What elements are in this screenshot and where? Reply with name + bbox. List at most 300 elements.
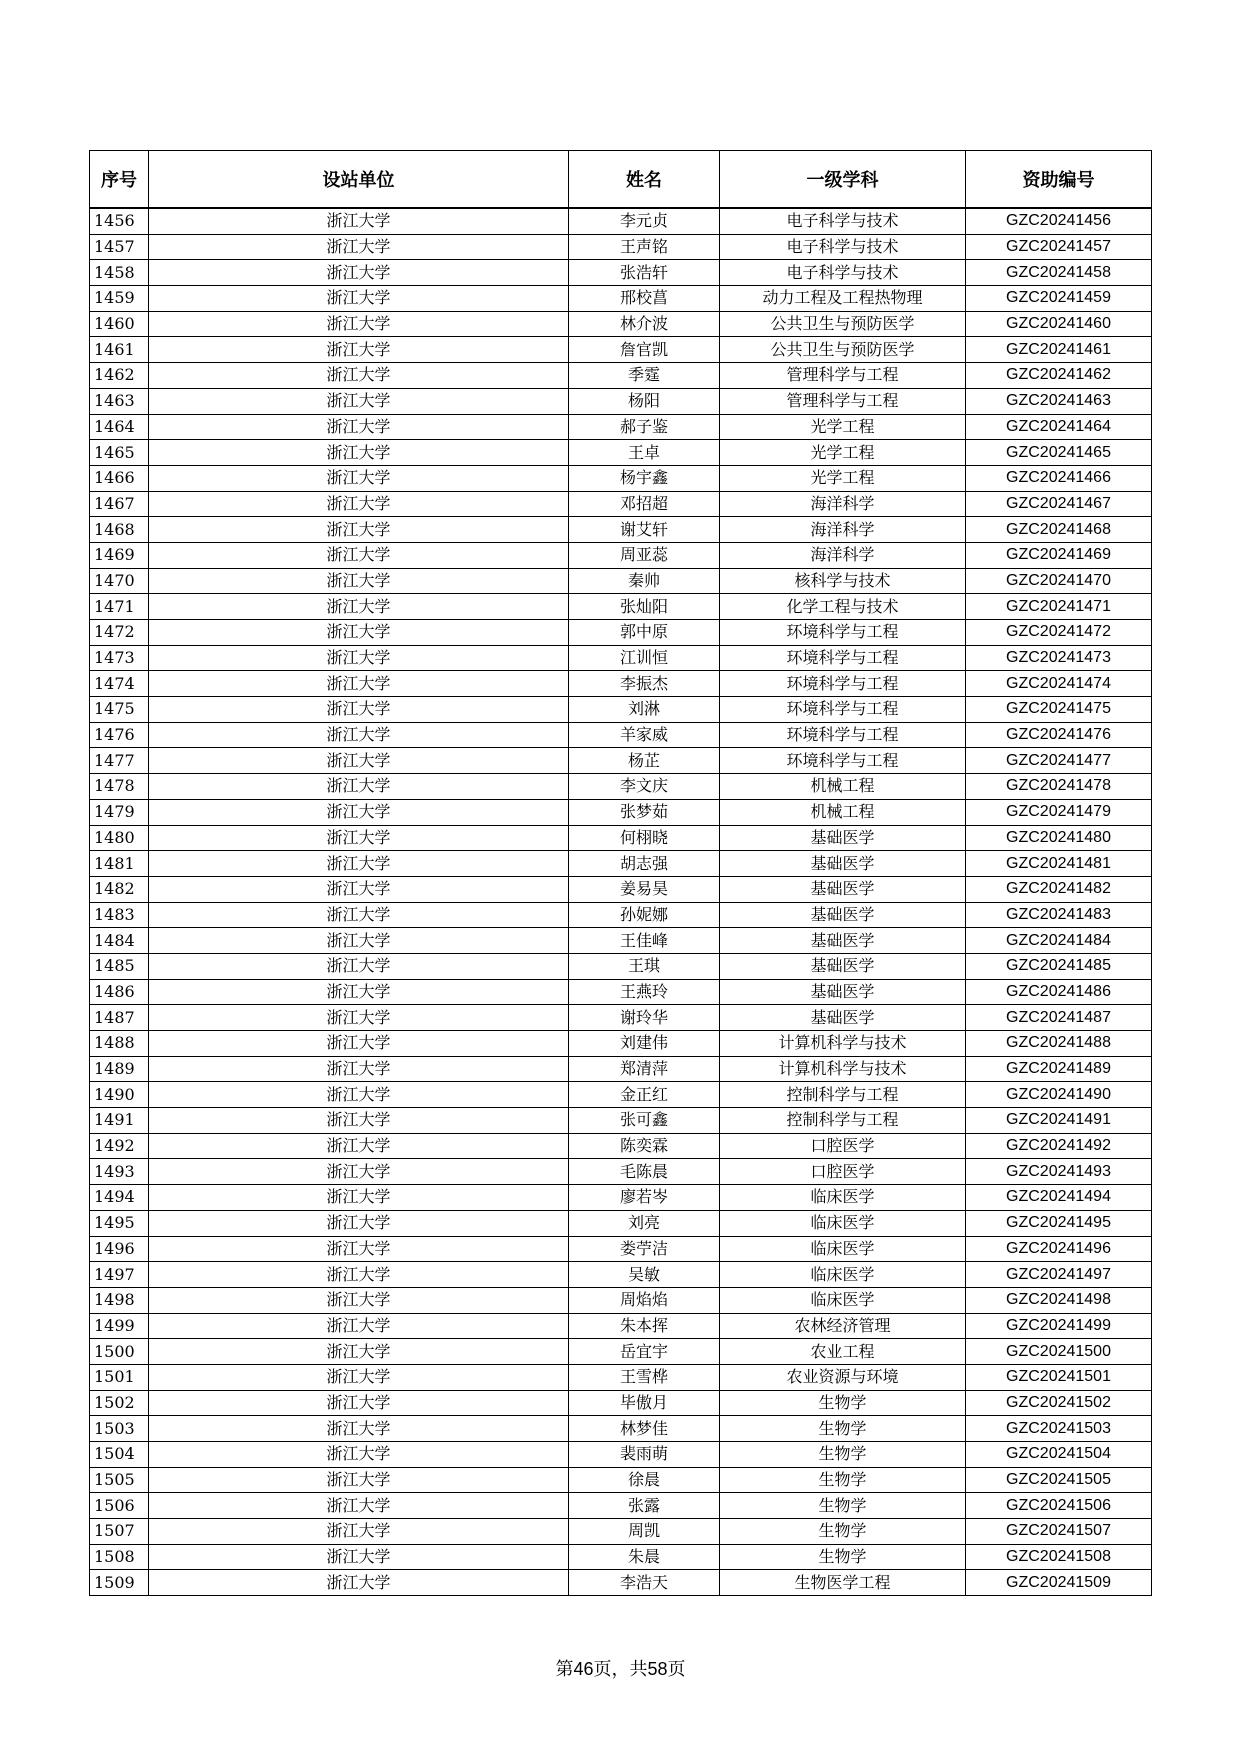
cell-discipline: 环境科学与工程 xyxy=(720,671,966,697)
footer-page-number: 46 xyxy=(573,1659,594,1679)
cell-institution: 浙江大学 xyxy=(149,286,569,312)
cell-name: 金正红 xyxy=(569,1082,720,1108)
cell-seq: 1473 xyxy=(90,645,149,671)
table-header-row xyxy=(90,151,1152,209)
cell-seq: 1501 xyxy=(90,1364,149,1390)
cell-discipline: 生物学 xyxy=(720,1416,966,1442)
table-row xyxy=(90,1313,1152,1339)
cell-grant-code: GZC20241498 xyxy=(966,1287,1152,1313)
cell-grant-code: GZC20241473 xyxy=(966,645,1152,671)
cell-discipline: 计算机科学与技术 xyxy=(720,1031,966,1057)
cell-seq: 1506 xyxy=(90,1493,149,1519)
cell-name: 刘亮 xyxy=(569,1210,720,1236)
cell-name: 朱晨 xyxy=(569,1544,720,1570)
cell-grant-code: GZC20241503 xyxy=(966,1416,1152,1442)
table-body xyxy=(90,208,1152,1596)
cell-discipline: 农业工程 xyxy=(720,1339,966,1365)
cell-institution: 浙江大学 xyxy=(149,1185,569,1211)
cell-discipline: 临床医学 xyxy=(720,1287,966,1313)
cell-discipline: 临床医学 xyxy=(720,1262,966,1288)
cell-name: 杨芷 xyxy=(569,748,720,774)
cell-grant-code: GZC20241501 xyxy=(966,1364,1152,1390)
cell-institution: 浙江大学 xyxy=(149,774,569,800)
table-row xyxy=(90,1339,1152,1365)
cell-name: 林介波 xyxy=(569,311,720,337)
cell-name: 林梦佳 xyxy=(569,1416,720,1442)
cell-discipline: 光学工程 xyxy=(720,465,966,491)
cell-discipline: 生物学 xyxy=(720,1519,966,1545)
cell-name: 朱本挥 xyxy=(569,1313,720,1339)
table-row xyxy=(90,1519,1152,1545)
cell-seq: 1476 xyxy=(90,722,149,748)
cell-discipline: 生物学 xyxy=(720,1390,966,1416)
table-row xyxy=(90,620,1152,646)
table-row xyxy=(90,1082,1152,1108)
cell-seq: 1459 xyxy=(90,286,149,312)
table-row xyxy=(90,414,1152,440)
cell-grant-code: GZC20241475 xyxy=(966,697,1152,723)
cell-grant-code: GZC20241502 xyxy=(966,1390,1152,1416)
cell-grant-code: GZC20241458 xyxy=(966,260,1152,286)
cell-grant-code: GZC20241508 xyxy=(966,1544,1152,1570)
table-row xyxy=(90,388,1152,414)
table-row xyxy=(90,979,1152,1005)
cell-name: 王卓 xyxy=(569,440,720,466)
cell-institution: 浙江大学 xyxy=(149,440,569,466)
cell-seq: 1477 xyxy=(90,748,149,774)
cell-grant-code: GZC20241487 xyxy=(966,1005,1152,1031)
header-grant-code: 资助编号 xyxy=(966,151,1152,209)
cell-name: 毛陈晨 xyxy=(569,1159,720,1185)
cell-discipline: 机械工程 xyxy=(720,799,966,825)
cell-discipline: 基础医学 xyxy=(720,851,966,877)
cell-grant-code: GZC20241494 xyxy=(966,1185,1152,1211)
cell-seq: 1462 xyxy=(90,363,149,389)
table-row xyxy=(90,1287,1152,1313)
cell-name: 胡志强 xyxy=(569,851,720,877)
cell-name: 郭中原 xyxy=(569,620,720,646)
cell-seq: 1460 xyxy=(90,311,149,337)
cell-institution: 浙江大学 xyxy=(149,1005,569,1031)
cell-name: 秦帅 xyxy=(569,568,720,594)
cell-institution: 浙江大学 xyxy=(149,1159,569,1185)
cell-institution: 浙江大学 xyxy=(149,414,569,440)
cell-institution: 浙江大学 xyxy=(149,722,569,748)
cell-name: 李元贞 xyxy=(569,208,720,234)
cell-grant-code: GZC20241490 xyxy=(966,1082,1152,1108)
cell-name: 姜易昊 xyxy=(569,876,720,902)
cell-seq: 1502 xyxy=(90,1390,149,1416)
cell-seq: 1508 xyxy=(90,1544,149,1570)
cell-seq: 1497 xyxy=(90,1262,149,1288)
cell-institution: 浙江大学 xyxy=(149,568,569,594)
cell-seq: 1504 xyxy=(90,1442,149,1468)
cell-name: 吴敏 xyxy=(569,1262,720,1288)
cell-institution: 浙江大学 xyxy=(149,851,569,877)
cell-seq: 1475 xyxy=(90,697,149,723)
cell-institution: 浙江大学 xyxy=(149,1313,569,1339)
cell-discipline: 光学工程 xyxy=(720,414,966,440)
cell-discipline: 计算机科学与技术 xyxy=(720,1056,966,1082)
cell-institution: 浙江大学 xyxy=(149,337,569,363)
cell-grant-code: GZC20241493 xyxy=(966,1159,1152,1185)
table-row xyxy=(90,234,1152,260)
cell-seq: 1458 xyxy=(90,260,149,286)
table-row xyxy=(90,671,1152,697)
cell-seq: 1487 xyxy=(90,1005,149,1031)
cell-institution: 浙江大学 xyxy=(149,260,569,286)
cell-discipline: 生物学 xyxy=(720,1493,966,1519)
cell-grant-code: GZC20241488 xyxy=(966,1031,1152,1057)
cell-seq: 1466 xyxy=(90,465,149,491)
cell-institution: 浙江大学 xyxy=(149,876,569,902)
cell-name: 羊家威 xyxy=(569,722,720,748)
cell-discipline: 环境科学与工程 xyxy=(720,645,966,671)
table-row xyxy=(90,1056,1152,1082)
cell-institution: 浙江大学 xyxy=(149,645,569,671)
cell-discipline: 化学工程与技术 xyxy=(720,594,966,620)
cell-grant-code: GZC20241489 xyxy=(966,1056,1152,1082)
cell-discipline: 口腔医学 xyxy=(720,1133,966,1159)
cell-institution: 浙江大学 xyxy=(149,1108,569,1134)
cell-grant-code: GZC20241483 xyxy=(966,902,1152,928)
cell-grant-code: GZC20241471 xyxy=(966,594,1152,620)
header-discipline: 一级学科 xyxy=(720,151,966,209)
cell-grant-code: GZC20241492 xyxy=(966,1133,1152,1159)
table-row xyxy=(90,1133,1152,1159)
cell-name: 李振杰 xyxy=(569,671,720,697)
cell-grant-code: GZC20241472 xyxy=(966,620,1152,646)
table-row xyxy=(90,363,1152,389)
table-row xyxy=(90,1570,1152,1596)
cell-discipline: 环境科学与工程 xyxy=(720,620,966,646)
cell-discipline: 管理科学与工程 xyxy=(720,363,966,389)
footer-total-pages: 58 xyxy=(647,1659,668,1679)
cell-discipline: 电子科学与技术 xyxy=(720,208,966,234)
cell-name: 裴雨萌 xyxy=(569,1442,720,1468)
cell-grant-code: GZC20241496 xyxy=(966,1236,1152,1262)
cell-grant-code: GZC20241463 xyxy=(966,388,1152,414)
cell-seq: 1470 xyxy=(90,568,149,594)
cell-institution: 浙江大学 xyxy=(149,234,569,260)
cell-grant-code: GZC20241467 xyxy=(966,491,1152,517)
postdoc-funding-table xyxy=(89,150,1152,1596)
cell-grant-code: GZC20241491 xyxy=(966,1108,1152,1134)
cell-name: 周凯 xyxy=(569,1519,720,1545)
cell-institution: 浙江大学 xyxy=(149,1416,569,1442)
cell-seq: 1484 xyxy=(90,928,149,954)
cell-institution: 浙江大学 xyxy=(149,594,569,620)
cell-discipline: 核科学与技术 xyxy=(720,568,966,594)
cell-seq: 1491 xyxy=(90,1108,149,1134)
cell-institution: 浙江大学 xyxy=(149,1339,569,1365)
cell-grant-code: GZC20241480 xyxy=(966,825,1152,851)
cell-seq: 1495 xyxy=(90,1210,149,1236)
cell-discipline: 环境科学与工程 xyxy=(720,722,966,748)
cell-discipline: 公共卫生与预防医学 xyxy=(720,311,966,337)
cell-grant-code: GZC20241484 xyxy=(966,928,1152,954)
cell-institution: 浙江大学 xyxy=(149,748,569,774)
cell-institution: 浙江大学 xyxy=(149,1570,569,1596)
cell-institution: 浙江大学 xyxy=(149,1210,569,1236)
cell-grant-code: GZC20241464 xyxy=(966,414,1152,440)
cell-grant-code: GZC20241460 xyxy=(966,311,1152,337)
cell-seq: 1488 xyxy=(90,1031,149,1057)
table-row xyxy=(90,748,1152,774)
cell-seq: 1467 xyxy=(90,491,149,517)
cell-discipline: 机械工程 xyxy=(720,774,966,800)
cell-institution: 浙江大学 xyxy=(149,697,569,723)
cell-institution: 浙江大学 xyxy=(149,1442,569,1468)
table-row xyxy=(90,542,1152,568)
cell-institution: 浙江大学 xyxy=(149,311,569,337)
cell-name: 邢校菖 xyxy=(569,286,720,312)
cell-discipline: 基础医学 xyxy=(720,876,966,902)
cell-seq: 1500 xyxy=(90,1339,149,1365)
cell-discipline: 海洋科学 xyxy=(720,517,966,543)
cell-institution: 浙江大学 xyxy=(149,1390,569,1416)
table-row xyxy=(90,1185,1152,1211)
cell-discipline: 环境科学与工程 xyxy=(720,697,966,723)
cell-seq: 1489 xyxy=(90,1056,149,1082)
table-row xyxy=(90,594,1152,620)
cell-institution: 浙江大学 xyxy=(149,928,569,954)
cell-seq: 1505 xyxy=(90,1467,149,1493)
cell-institution: 浙江大学 xyxy=(149,1082,569,1108)
cell-institution: 浙江大学 xyxy=(149,1031,569,1057)
cell-institution: 浙江大学 xyxy=(149,902,569,928)
table-row xyxy=(90,208,1152,234)
cell-discipline: 基础医学 xyxy=(720,953,966,979)
cell-discipline: 环境科学与工程 xyxy=(720,748,966,774)
cell-discipline: 基础医学 xyxy=(720,979,966,1005)
cell-institution: 浙江大学 xyxy=(149,363,569,389)
cell-seq: 1492 xyxy=(90,1133,149,1159)
cell-name: 陈奕霖 xyxy=(569,1133,720,1159)
cell-seq: 1507 xyxy=(90,1519,149,1545)
cell-grant-code: GZC20241500 xyxy=(966,1339,1152,1365)
cell-seq: 1493 xyxy=(90,1159,149,1185)
cell-discipline: 临床医学 xyxy=(720,1185,966,1211)
cell-seq: 1509 xyxy=(90,1570,149,1596)
cell-grant-code: GZC20241499 xyxy=(966,1313,1152,1339)
cell-institution: 浙江大学 xyxy=(149,953,569,979)
cell-grant-code: GZC20241459 xyxy=(966,286,1152,312)
cell-institution: 浙江大学 xyxy=(149,1056,569,1082)
cell-seq: 1456 xyxy=(90,208,149,234)
cell-name: 杨阳 xyxy=(569,388,720,414)
header-seq: 序号 xyxy=(90,151,149,209)
cell-seq: 1503 xyxy=(90,1416,149,1442)
cell-name: 王燕玲 xyxy=(569,979,720,1005)
cell-name: 詹官凯 xyxy=(569,337,720,363)
cell-name: 何栩晓 xyxy=(569,825,720,851)
table-row xyxy=(90,1236,1152,1262)
cell-grant-code: GZC20241468 xyxy=(966,517,1152,543)
cell-seq: 1480 xyxy=(90,825,149,851)
cell-discipline: 海洋科学 xyxy=(720,542,966,568)
cell-grant-code: GZC20241507 xyxy=(966,1519,1152,1545)
cell-discipline: 临床医学 xyxy=(720,1236,966,1262)
footer-suffix: 页 xyxy=(667,1659,686,1680)
table-row xyxy=(90,1210,1152,1236)
cell-name: 孙妮娜 xyxy=(569,902,720,928)
cell-institution: 浙江大学 xyxy=(149,671,569,697)
table-row xyxy=(90,465,1152,491)
cell-institution: 浙江大学 xyxy=(149,517,569,543)
table-row xyxy=(90,722,1152,748)
cell-institution: 浙江大学 xyxy=(149,1467,569,1493)
cell-discipline: 管理科学与工程 xyxy=(720,388,966,414)
cell-discipline: 生物学 xyxy=(720,1442,966,1468)
table-row xyxy=(90,1031,1152,1057)
cell-discipline: 光学工程 xyxy=(720,440,966,466)
cell-seq: 1496 xyxy=(90,1236,149,1262)
cell-institution: 浙江大学 xyxy=(149,825,569,851)
cell-institution: 浙江大学 xyxy=(149,979,569,1005)
cell-discipline: 基础医学 xyxy=(720,928,966,954)
cell-discipline: 生物学 xyxy=(720,1544,966,1570)
cell-name: 徐晨 xyxy=(569,1467,720,1493)
cell-seq: 1474 xyxy=(90,671,149,697)
table-row xyxy=(90,825,1152,851)
cell-discipline: 生物医学工程 xyxy=(720,1570,966,1596)
cell-discipline: 海洋科学 xyxy=(720,491,966,517)
cell-grant-code: GZC20241469 xyxy=(966,542,1152,568)
cell-grant-code: GZC20241457 xyxy=(966,234,1152,260)
table-row xyxy=(90,337,1152,363)
cell-grant-code: GZC20241495 xyxy=(966,1210,1152,1236)
cell-institution: 浙江大学 xyxy=(149,491,569,517)
cell-grant-code: GZC20241509 xyxy=(966,1570,1152,1596)
cell-discipline: 基础医学 xyxy=(720,1005,966,1031)
table-row xyxy=(90,311,1152,337)
cell-grant-code: GZC20241461 xyxy=(966,337,1152,363)
cell-grant-code: GZC20241482 xyxy=(966,876,1152,902)
cell-institution: 浙江大学 xyxy=(149,1133,569,1159)
cell-grant-code: GZC20241465 xyxy=(966,440,1152,466)
table-row xyxy=(90,1262,1152,1288)
cell-seq: 1468 xyxy=(90,517,149,543)
table-row xyxy=(90,1467,1152,1493)
table-row xyxy=(90,1390,1152,1416)
cell-seq: 1483 xyxy=(90,902,149,928)
cell-discipline: 电子科学与技术 xyxy=(720,260,966,286)
cell-discipline: 临床医学 xyxy=(720,1210,966,1236)
cell-seq: 1494 xyxy=(90,1185,149,1211)
cell-seq: 1478 xyxy=(90,774,149,800)
table-row xyxy=(90,876,1152,902)
cell-institution: 浙江大学 xyxy=(149,1262,569,1288)
cell-name: 毕傲月 xyxy=(569,1390,720,1416)
cell-seq: 1482 xyxy=(90,876,149,902)
cell-discipline: 控制科学与工程 xyxy=(720,1082,966,1108)
cell-name: 王佳峰 xyxy=(569,928,720,954)
cell-grant-code: GZC20241476 xyxy=(966,722,1152,748)
header-institution: 设站单位 xyxy=(149,151,569,209)
page-footer xyxy=(0,1655,1241,1681)
cell-name: 季霆 xyxy=(569,363,720,389)
footer-middle: 页，共 xyxy=(593,1659,648,1680)
cell-seq: 1486 xyxy=(90,979,149,1005)
footer-prefix: 第 xyxy=(555,1659,574,1680)
table-row xyxy=(90,851,1152,877)
cell-grant-code: GZC20241479 xyxy=(966,799,1152,825)
cell-discipline: 口腔医学 xyxy=(720,1159,966,1185)
cell-seq: 1465 xyxy=(90,440,149,466)
table-row xyxy=(90,440,1152,466)
cell-grant-code: GZC20241506 xyxy=(966,1493,1152,1519)
table-row xyxy=(90,1159,1152,1185)
table-row xyxy=(90,697,1152,723)
cell-grant-code: GZC20241481 xyxy=(966,851,1152,877)
table-row xyxy=(90,1005,1152,1031)
cell-name: 张浩轩 xyxy=(569,260,720,286)
cell-institution: 浙江大学 xyxy=(149,1287,569,1313)
cell-name: 刘建伟 xyxy=(569,1031,720,1057)
cell-discipline: 基础医学 xyxy=(720,902,966,928)
cell-name: 郝子鉴 xyxy=(569,414,720,440)
cell-name: 谢玲华 xyxy=(569,1005,720,1031)
cell-institution: 浙江大学 xyxy=(149,388,569,414)
cell-discipline: 生物学 xyxy=(720,1467,966,1493)
cell-grant-code: GZC20241497 xyxy=(966,1262,1152,1288)
cell-grant-code: GZC20241466 xyxy=(966,465,1152,491)
cell-institution: 浙江大学 xyxy=(149,208,569,234)
cell-discipline: 电子科学与技术 xyxy=(720,234,966,260)
cell-seq: 1485 xyxy=(90,953,149,979)
cell-seq: 1481 xyxy=(90,851,149,877)
cell-name: 周亚蕊 xyxy=(569,542,720,568)
cell-name: 郑清萍 xyxy=(569,1056,720,1082)
cell-grant-code: GZC20241456 xyxy=(966,208,1152,234)
cell-institution: 浙江大学 xyxy=(149,1493,569,1519)
cell-name: 江训恒 xyxy=(569,645,720,671)
table-row xyxy=(90,1108,1152,1134)
cell-name: 邓招超 xyxy=(569,491,720,517)
cell-name: 娄苧洁 xyxy=(569,1236,720,1262)
cell-grant-code: GZC20241505 xyxy=(966,1467,1152,1493)
cell-grant-code: GZC20241470 xyxy=(966,568,1152,594)
table-row xyxy=(90,1442,1152,1468)
cell-seq: 1461 xyxy=(90,337,149,363)
cell-seq: 1464 xyxy=(90,414,149,440)
cell-seq: 1472 xyxy=(90,620,149,646)
cell-institution: 浙江大学 xyxy=(149,1364,569,1390)
cell-name: 张梦茹 xyxy=(569,799,720,825)
table-row xyxy=(90,1416,1152,1442)
cell-grant-code: GZC20241486 xyxy=(966,979,1152,1005)
table-row xyxy=(90,286,1152,312)
cell-grant-code: GZC20241504 xyxy=(966,1442,1152,1468)
table-row xyxy=(90,517,1152,543)
cell-name: 周焰焰 xyxy=(569,1287,720,1313)
cell-institution: 浙江大学 xyxy=(149,465,569,491)
cell-grant-code: GZC20241478 xyxy=(966,774,1152,800)
cell-discipline: 控制科学与工程 xyxy=(720,1108,966,1134)
cell-name: 张露 xyxy=(569,1493,720,1519)
cell-name: 李文庆 xyxy=(569,774,720,800)
cell-seq: 1498 xyxy=(90,1287,149,1313)
cell-discipline: 农业资源与环境 xyxy=(720,1364,966,1390)
cell-name: 杨宇鑫 xyxy=(569,465,720,491)
table-row xyxy=(90,1364,1152,1390)
cell-name: 李浩天 xyxy=(569,1570,720,1596)
cell-name: 王琪 xyxy=(569,953,720,979)
table-row xyxy=(90,902,1152,928)
cell-name: 刘淋 xyxy=(569,697,720,723)
table-row xyxy=(90,928,1152,954)
